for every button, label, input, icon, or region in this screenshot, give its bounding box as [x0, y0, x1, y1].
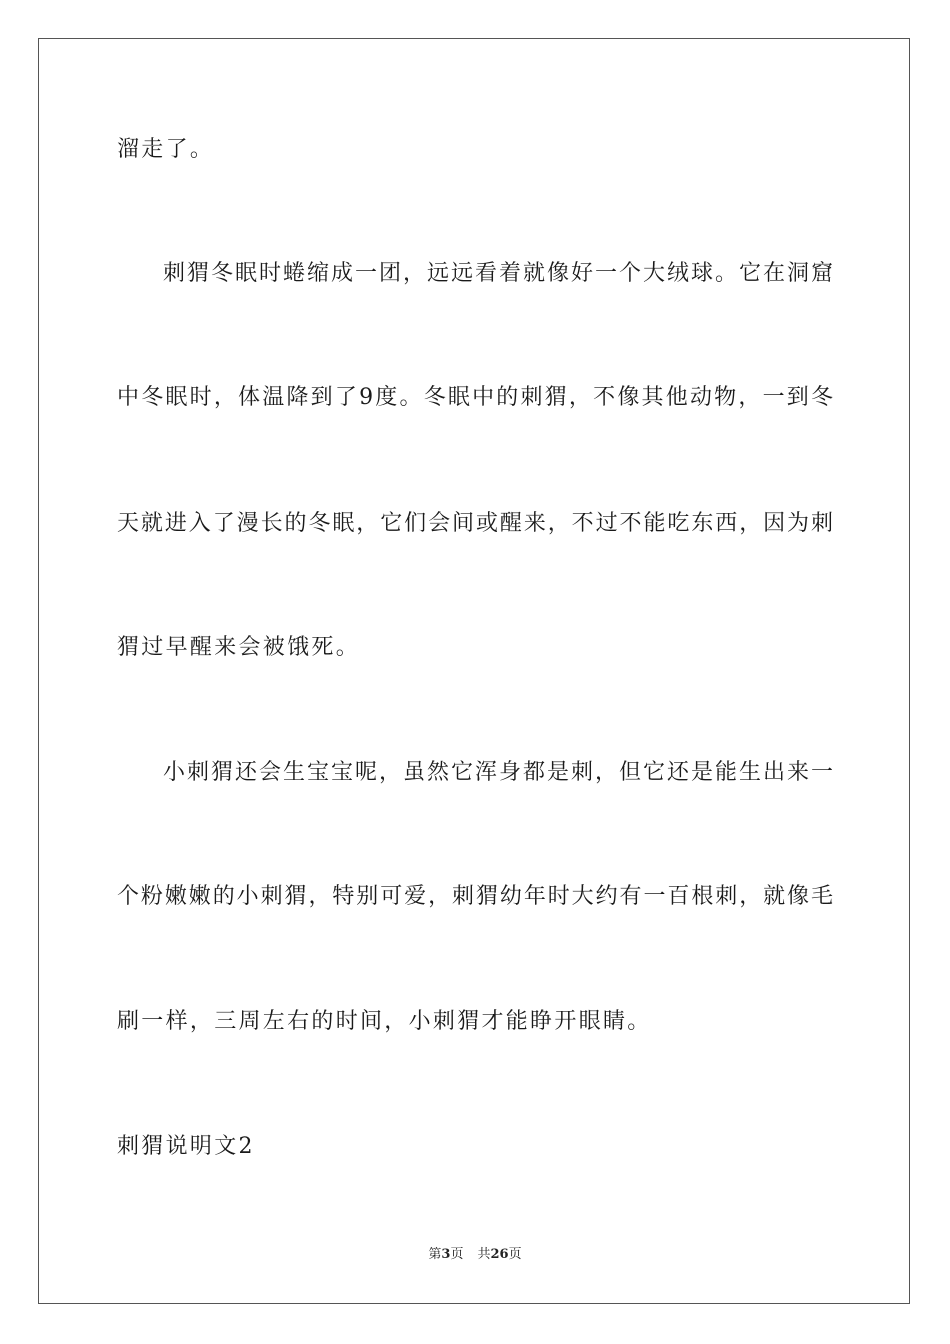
page-border: [38, 38, 910, 1304]
paragraph-line-3: 中冬眠时，体温降到了9度。冬眠中的刺猬，不像其他动物，一到冬: [117, 385, 833, 410]
paragraph-line-6: 小刺猬还会生宝宝呢，虽然它浑身都是刺，但它还是能生出来一: [163, 760, 833, 785]
paragraph-line-8: 刷一样，三周左右的时间，小刺猬才能睁开眼睛。: [117, 1009, 652, 1034]
paragraph-line-1: 溜走了。: [117, 137, 215, 162]
paragraph-line-5: 猬过早醒来会被饿死。: [117, 635, 361, 660]
footer-page-prefix: 第: [428, 1247, 442, 1262]
paragraph-line-7: 个粉嫩嫩的小刺猬，特别可爱，刺猬幼年时大约有一百根刺，就像毛: [117, 884, 833, 909]
footer-total-suffix: 页: [508, 1247, 522, 1262]
footer-page-suffix: 页: [450, 1247, 464, 1262]
paragraph-line-4: 天就进入了漫长的冬眠，它们会间或醒来，不过不能吃东西，因为刺: [117, 511, 833, 536]
footer-total-prefix: 共: [477, 1247, 491, 1262]
section-heading: 刺猬说明文2: [117, 1134, 255, 1159]
paragraph-line-2: 刺猬冬眠时蜷缩成一团，远远看着就像好一个大绒球。它在洞窟: [163, 261, 833, 286]
page-footer: [0, 1246, 950, 1264]
footer-total-pages: 26: [490, 1247, 509, 1262]
footer-page-number: 3: [441, 1247, 451, 1262]
